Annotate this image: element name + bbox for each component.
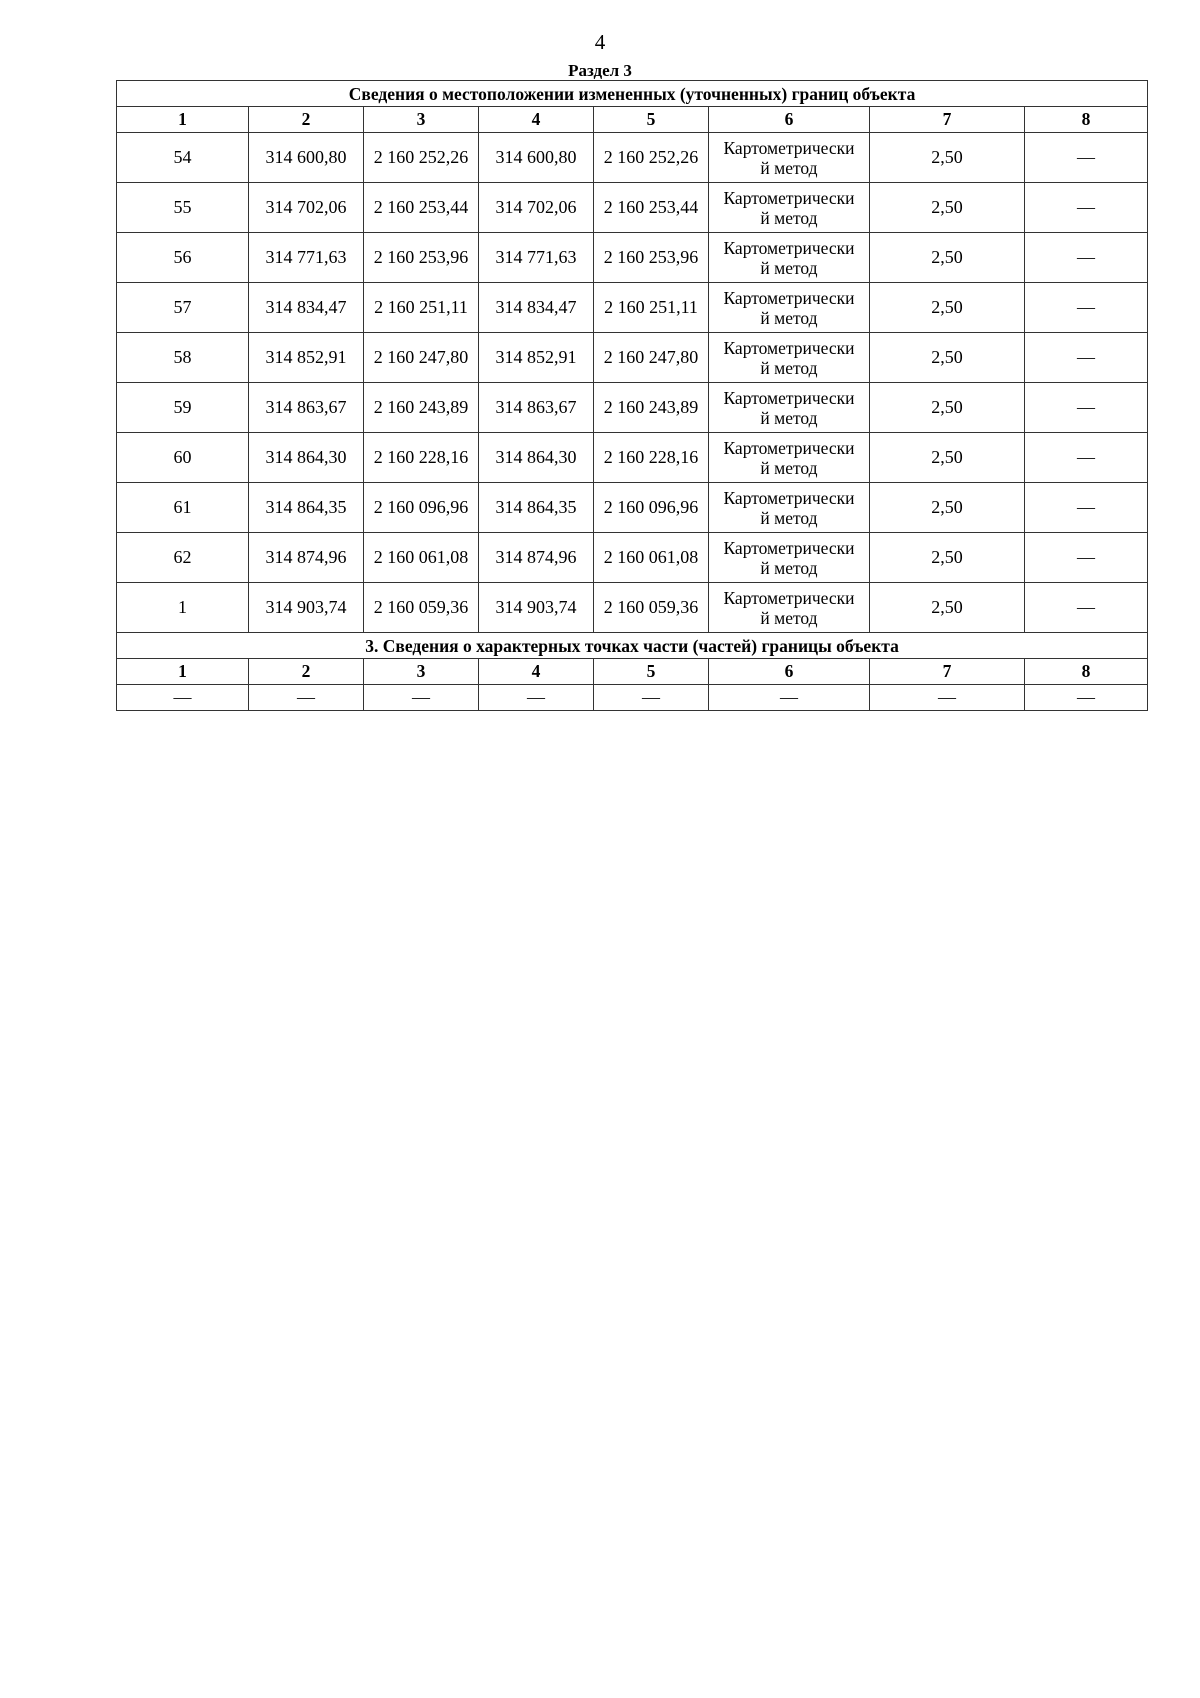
description-cell: — — [1025, 583, 1148, 633]
table1-header-row — [117, 107, 1148, 133]
precision-cell: 2,50 — [870, 133, 1025, 183]
table1-data-row — [117, 233, 1148, 283]
x-old-cell: 314 771,63 — [249, 233, 364, 283]
method-line: Картометрически — [723, 287, 855, 308]
x-new-cell: 314 834,47 — [479, 283, 594, 333]
y-new-cell: 2 160 251,11 — [594, 283, 709, 333]
y-old-cell: 2 160 228,16 — [364, 433, 479, 483]
table1-data-row — [117, 433, 1148, 483]
y-old-cell: 2 160 096,96 — [364, 483, 479, 533]
y-new-cell: 2 160 252,26 — [594, 133, 709, 183]
y-old-cell: 2 160 252,26 — [364, 133, 479, 183]
table2-cell: — — [1025, 685, 1148, 711]
table2-header-cell: 6 — [709, 659, 870, 685]
point-number-cell: 58 — [117, 333, 249, 383]
method-cell — [709, 483, 870, 533]
precision-cell: 2,50 — [870, 333, 1025, 383]
x-old-cell: 314 600,80 — [249, 133, 364, 183]
x-new-cell: 314 852,91 — [479, 333, 594, 383]
method-line: й метод — [760, 257, 818, 278]
point-number-cell: 55 — [117, 183, 249, 233]
description-cell: — — [1025, 183, 1148, 233]
method-cell — [709, 283, 870, 333]
table1-data-row — [117, 533, 1148, 583]
y-new-cell: 2 160 061,08 — [594, 533, 709, 583]
method-cell — [709, 333, 870, 383]
y-new-cell: 2 160 253,44 — [594, 183, 709, 233]
method-cell — [709, 383, 870, 433]
table1-header-cell: 3 — [364, 107, 479, 133]
table2-cell: — — [249, 685, 364, 711]
x-old-cell: 314 874,96 — [249, 533, 364, 583]
x-new-cell: 314 771,63 — [479, 233, 594, 283]
table2-header-cell: 2 — [249, 659, 364, 685]
method-cell — [709, 433, 870, 483]
y-old-cell: 2 160 251,11 — [364, 283, 479, 333]
method-cell — [709, 233, 870, 283]
point-number-cell: 57 — [117, 283, 249, 333]
table1-header-cell: 7 — [870, 107, 1025, 133]
precision-cell: 2,50 — [870, 483, 1025, 533]
table2-cell: — — [479, 685, 594, 711]
method-cell — [709, 133, 870, 183]
table1-data-row — [117, 583, 1148, 633]
table1-data-row — [117, 283, 1148, 333]
x-new-cell: 314 863,67 — [479, 383, 594, 433]
y-old-cell: 2 160 253,44 — [364, 183, 479, 233]
table1-header-cell: 4 — [479, 107, 594, 133]
method-line: й метод — [760, 557, 818, 578]
method-line: Картометрически — [723, 137, 855, 158]
y-new-cell: 2 160 253,96 — [594, 233, 709, 283]
x-old-cell: 314 864,30 — [249, 433, 364, 483]
precision-cell: 2,50 — [870, 533, 1025, 583]
point-number-cell: 54 — [117, 133, 249, 183]
x-old-cell: 314 863,67 — [249, 383, 364, 433]
x-new-cell: 314 864,35 — [479, 483, 594, 533]
point-number-cell: 62 — [117, 533, 249, 583]
y-old-cell: 2 160 061,08 — [364, 533, 479, 583]
section-title: Раздел 3 — [568, 61, 632, 80]
y-new-cell: 2 160 096,96 — [594, 483, 709, 533]
description-cell: — — [1025, 433, 1148, 483]
table2-header-cell: 5 — [594, 659, 709, 685]
method-line: й метод — [760, 157, 818, 178]
method-line: Картометрически — [723, 387, 855, 408]
point-number-cell: 61 — [117, 483, 249, 533]
x-old-cell: 314 834,47 — [249, 283, 364, 333]
x-new-cell: 314 600,80 — [479, 133, 594, 183]
method-line: Картометрически — [723, 187, 855, 208]
y-new-cell: 2 160 243,89 — [594, 383, 709, 433]
method-line: й метод — [760, 307, 818, 328]
y-new-cell: 2 160 059,36 — [594, 583, 709, 633]
y-old-cell: 2 160 253,96 — [364, 233, 479, 283]
table1-header-cell: 2 — [249, 107, 364, 133]
table2-caption: 3. Сведения о характерных точках части (частей) границы объекта — [117, 633, 1148, 659]
table1-header-cell: 8 — [1025, 107, 1148, 133]
table2-cell: — — [364, 685, 479, 711]
x-new-cell: 314 702,06 — [479, 183, 594, 233]
method-cell — [709, 183, 870, 233]
x-old-cell: 314 903,74 — [249, 583, 364, 633]
point-number-cell: 60 — [117, 433, 249, 483]
x-new-cell: 314 864,30 — [479, 433, 594, 483]
table2-caption-row — [117, 633, 1148, 659]
precision-cell: 2,50 — [870, 233, 1025, 283]
point-number-cell: 59 — [117, 383, 249, 433]
method-line: Картометрически — [723, 237, 855, 258]
x-new-cell: 314 903,74 — [479, 583, 594, 633]
page-number: 4 — [594, 30, 606, 54]
method-line: й метод — [760, 457, 818, 478]
method-line: й метод — [760, 407, 818, 428]
table1-data-row — [117, 333, 1148, 383]
table2-cell: — — [117, 685, 249, 711]
point-number-cell: 1 — [117, 583, 249, 633]
description-cell: — — [1025, 283, 1148, 333]
method-line: Картометрически — [723, 487, 855, 508]
y-old-cell: 2 160 247,80 — [364, 333, 479, 383]
x-old-cell: 314 864,35 — [249, 483, 364, 533]
method-line: й метод — [760, 507, 818, 528]
description-cell: — — [1025, 233, 1148, 283]
y-new-cell: 2 160 228,16 — [594, 433, 709, 483]
precision-cell: 2,50 — [870, 183, 1025, 233]
description-cell: — — [1025, 133, 1148, 183]
coordinates-table-body — [117, 81, 1148, 711]
coordinates-table — [116, 80, 1148, 711]
precision-cell: 2,50 — [870, 383, 1025, 433]
x-old-cell: 314 702,06 — [249, 183, 364, 233]
method-line: й метод — [760, 357, 818, 378]
table1-header-cell: 1 — [117, 107, 249, 133]
table1-caption: Сведения о местоположении измененных (уточненных) границ объекта — [117, 81, 1148, 107]
method-line: Картометрически — [723, 437, 855, 458]
table1-data-row — [117, 483, 1148, 533]
table1-data-row — [117, 383, 1148, 433]
precision-cell: 2,50 — [870, 583, 1025, 633]
description-cell: — — [1025, 333, 1148, 383]
precision-cell: 2,50 — [870, 433, 1025, 483]
y-old-cell: 2 160 059,36 — [364, 583, 479, 633]
table2-cell: — — [709, 685, 870, 711]
table2-header-cell: 8 — [1025, 659, 1148, 685]
table1-caption-row — [117, 81, 1148, 107]
x-new-cell: 314 874,96 — [479, 533, 594, 583]
point-number-cell: 56 — [117, 233, 249, 283]
precision-cell: 2,50 — [870, 283, 1025, 333]
description-cell: — — [1025, 533, 1148, 583]
method-line: й метод — [760, 207, 818, 228]
table1-header-cell: 6 — [709, 107, 870, 133]
x-old-cell: 314 852,91 — [249, 333, 364, 383]
table2-header-cell: 3 — [364, 659, 479, 685]
table2-header-cell: 7 — [870, 659, 1025, 685]
description-cell: — — [1025, 383, 1148, 433]
method-cell — [709, 583, 870, 633]
y-new-cell: 2 160 247,80 — [594, 333, 709, 383]
table1-data-row — [117, 133, 1148, 183]
method-cell — [709, 533, 870, 583]
table2-header-row — [117, 659, 1148, 685]
table2-header-cell: 1 — [117, 659, 249, 685]
table2-data-row — [117, 685, 1148, 711]
method-line: Картометрически — [723, 337, 855, 358]
method-line: Картометрически — [723, 587, 855, 608]
y-old-cell: 2 160 243,89 — [364, 383, 479, 433]
table2-cell: — — [870, 685, 1025, 711]
description-cell: — — [1025, 483, 1148, 533]
table1-header-cell: 5 — [594, 107, 709, 133]
table1-data-row — [117, 183, 1148, 233]
table2-cell: — — [594, 685, 709, 711]
method-line: й метод — [760, 607, 818, 628]
method-line: Картометрически — [723, 537, 855, 558]
table2-header-cell: 4 — [479, 659, 594, 685]
